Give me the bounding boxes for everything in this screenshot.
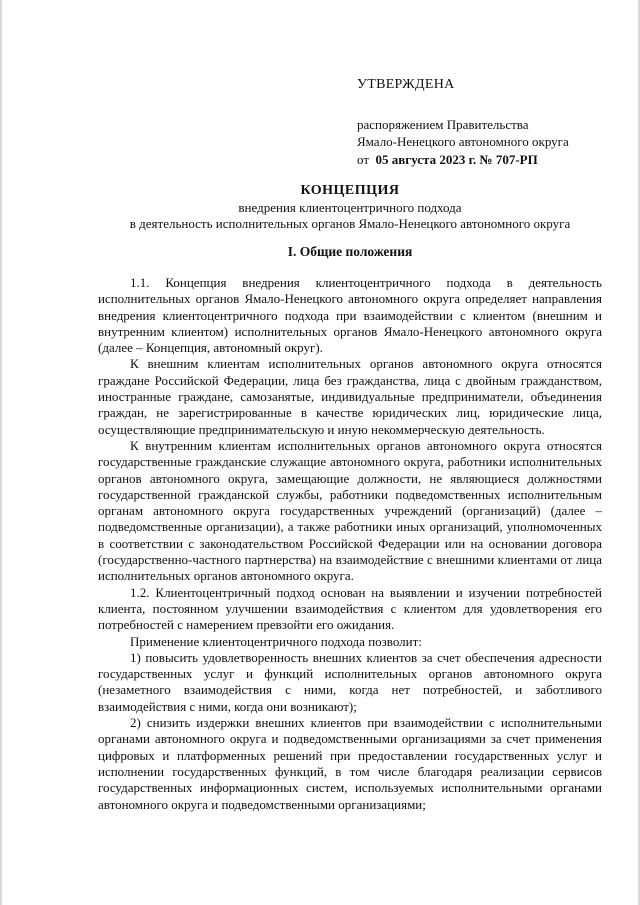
- paragraph: 1.2. Клиентоцентричный подход основан на выявлении и изучении потребностей клиента, постоянном улучшении взаимодействия с клиентом для удовлетворения его потребностей с намерением превзойти его ожидания.: [98, 584, 602, 633]
- document-title: КОНЦЕПЦИЯ: [300, 183, 400, 198]
- paragraph: 1) повысить удовлетворенность внешних клиентов за счет обеспечения адресности государственных услуг и функций исполнительных органов автономного округа (незаметного взаимодействия с ними, когда нет потребностей, и заботливого взаимодействия с ними, когда они возникают);: [98, 649, 602, 714]
- document-subtitle-line-2: в деятельность исполнительных органов Ямало-Ненецкого автономного округа: [129, 216, 571, 231]
- document-subtitle-line-1: внедрения клиентоцентричного подхода: [238, 200, 462, 215]
- approval-date-prefix: от: [357, 151, 370, 167]
- paragraph: 1.1. Концепция внедрения клиентоцентричного подхода в деятельность исполнительных органов Ямало-Ненецкого автономного округа определяет направления внедрения клиентоцентричного подхода при взаимодействии с клиентом (внешним и внутренним клиентом) исполнительных органов Ямало-Ненецкого автономного округа (далее – Концепция, автономный округ).: [98, 275, 602, 356]
- paragraph: К внутренним клиентам исполнительных органов автономного округа относятся государственные гражданские служащие автономного округа, работники исполнительных органов автономного округа, замещающие должности, не являющиеся должностями государственной гражданской службы, работники подведомственных исполнительным органам автономного округа государственных учреждений (организаций) (далее – подведомственные организации), а также работники иных организаций, уполномоченных в соответствии с законодательством Российской Федерации или на основании договора (государственно-частного партнерства) на взаимодействие с внешними клиентами от лица исполнительных органов автономного округа.: [98, 437, 602, 584]
- paragraph: 2) снизить издержки внешних клиентов при взаимодействии с исполнительными органами автономного округа и подведомственными организациями за счет применения цифровых и платформенных решений при предоставлении государственных услуг и исполнении государственных функций, в том числе благодаря реализации сервисов государственных информационных систем, используемых исполнительными органами автономного округа и подведомственными организациями;: [98, 715, 602, 812]
- approval-block: [357, 76, 627, 168]
- paragraph: К внешним клиентам исполнительных органов автономного округа относятся граждане Российской Федерации, лица без гражданства, лица с двойным гражданством, иностранные граждане, самозанятые, индивидуальные предприниматели, объединения граждан, не зарегистрированные в качестве юридических лиц, юридические лица, осуществляющие предпринимательскую и иную некоммерческую деятельность.: [98, 356, 602, 437]
- page-left-edge: [0, 0, 2, 905]
- approval-heading: УТВЕРЖДЕНА: [357, 77, 455, 92]
- approval-date-line: [357, 151, 627, 169]
- document-title-block: [98, 182, 602, 232]
- section-heading: I. Общие положения: [287, 244, 413, 259]
- approval-line-1: распоряжением Правительства: [357, 116, 529, 132]
- document-body: [98, 275, 602, 813]
- approval-line-2: Ямало-Ненецкого автономного округа: [357, 134, 569, 149]
- paragraph: Применение клиентоцентричного подхода позволит:: [130, 633, 422, 649]
- approval-date-value: 05 августа 2023 г. № 707-РП: [375, 151, 538, 167]
